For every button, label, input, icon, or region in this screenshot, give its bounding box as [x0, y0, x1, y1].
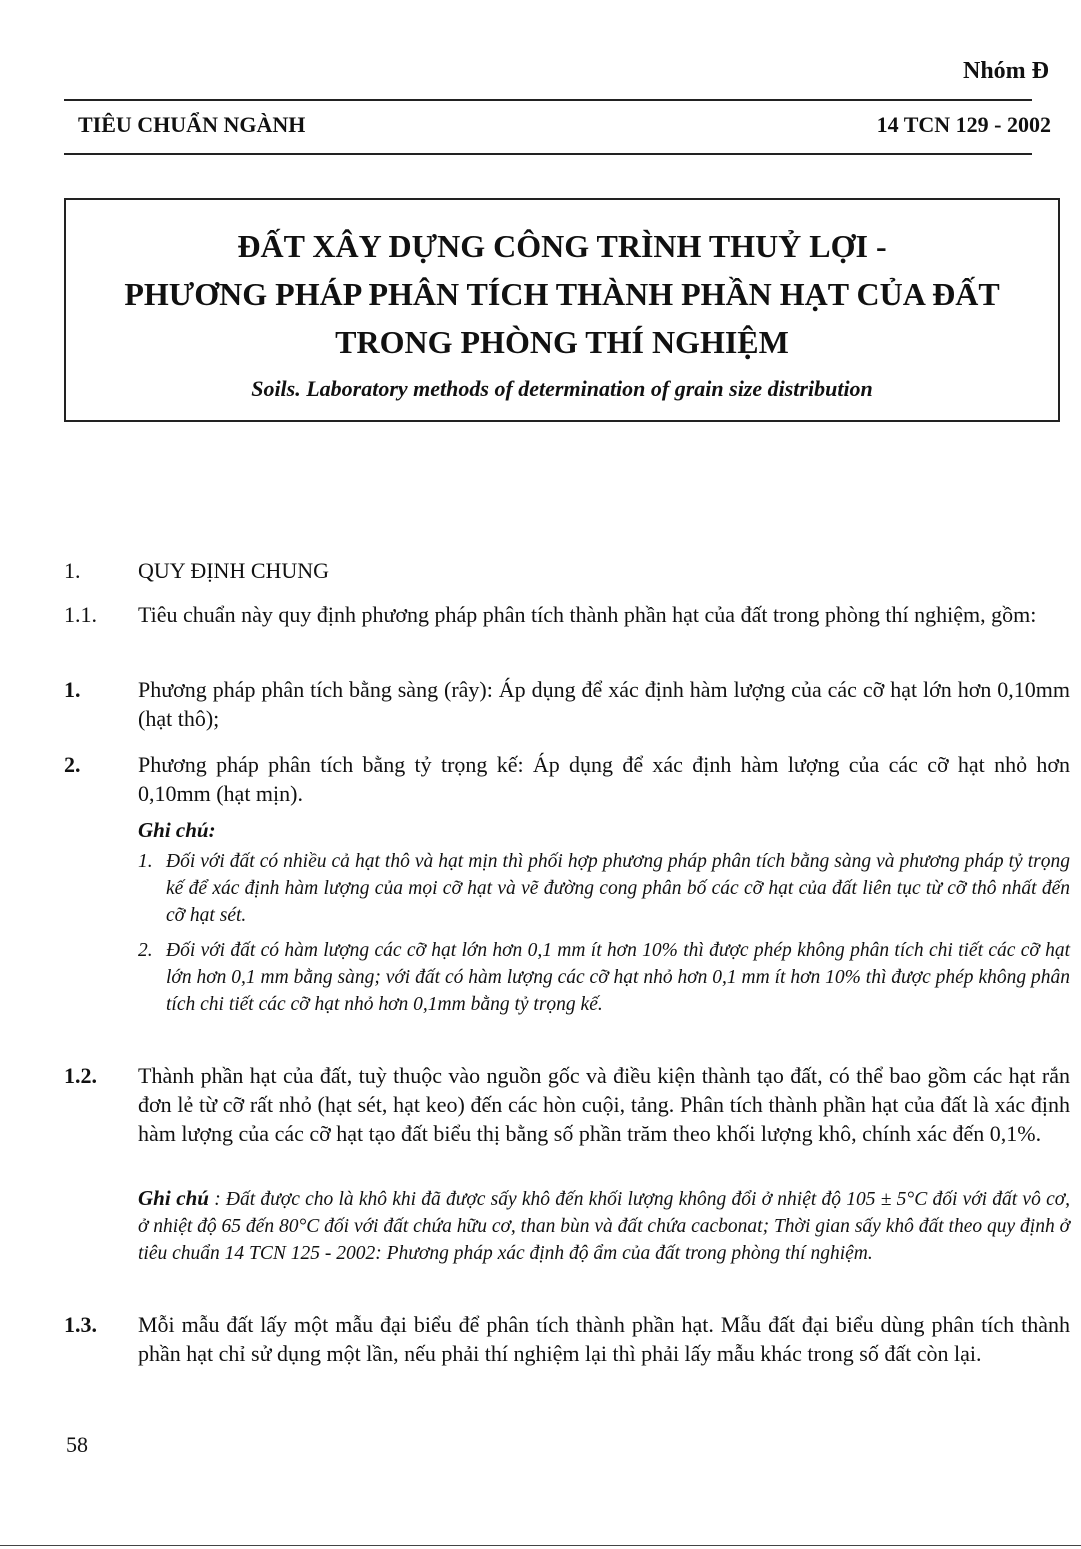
page-number: 58 [66, 1432, 88, 1457]
note-dry-soil [138, 1185, 1070, 1267]
note-number: 2. [138, 940, 153, 961]
clause-1-1 [64, 600, 1070, 629]
clause-number: 1.1. [64, 602, 97, 627]
clause-text: Thành phần hạt của đất, tuỳ thuộc vào nguồn gốc và điều kiện thành tạo đất, có thể bao gồm các hạt rắn đơn lẻ từ cỡ rất nhỏ (hạt sét, hạt keo) đến các hòn cuội, tảng. Phân tích thành phần hạt của đất là xác định hàm lượng của các cỡ hạt tạo đất biểu thị bằng số phần trăm theo khối lượng khô, chính xác đến 0,1%. [138, 1063, 1070, 1146]
section-title: QUY ĐỊNH CHUNG [138, 558, 330, 583]
title-box [64, 198, 1060, 422]
page-bottom-edge [0, 1545, 1081, 1546]
note-heading: Ghi chú: [138, 818, 216, 842]
item-number: 2. [64, 752, 81, 777]
standard-code: 14 TCN 129 - 2002 [876, 112, 1051, 137]
group-label: Nhóm Đ [962, 58, 1049, 84]
note-text: : Đất được cho là khô khi đã được sấy khô đến khối lượng không đổi ở nhiệt độ 105 ± 5°C đối với đất vô cơ, ở nhiệt độ 65 đến 80°C đối với đất chứa hữu cơ, than bùn và đất chứa cacbonat; Thời gian sấy khô đất theo quy định ở tiêu chuẩn 14 TCN 125 - 2002: Phương pháp xác định độ ẩm của đất trong phòng thí nghiệm. [138, 1189, 1071, 1264]
note-number: 1. [138, 851, 153, 872]
note-item-2 [138, 937, 1070, 1018]
header-bottom-rule [64, 153, 1032, 155]
clause-number: 1.3. [64, 1312, 97, 1337]
note-heading: Ghi chú [138, 1186, 209, 1210]
clause-1-2 [64, 1061, 1070, 1148]
method-1 [64, 675, 1070, 733]
clause-text: Mỗi mẫu đất lấy một mẫu đại biểu để phân tích thành phần hạt. Mẫu đất đại biểu dùng phân tích thành phần hạt chỉ sử dụng một lần, nếu phải thí nghiệm lại thì phải lấy mẫu khác trong số đất còn lại. [138, 1312, 1070, 1366]
english-subtitle: Soils. Laboratory methods of determination of grain size distribution [251, 376, 873, 401]
header-top-rule [64, 99, 1032, 101]
note-item-1 [138, 848, 1070, 929]
title-line-3: TRONG PHÒNG THÍ NGHIỆM [335, 324, 789, 360]
method-2 [64, 750, 1070, 808]
item-number: 1. [64, 677, 81, 702]
title-line-2: PHƯƠNG PHÁP PHÂN TÍCH THÀNH PHẦN HẠT CỦA ĐẤT [124, 276, 1000, 312]
item-text: Phương pháp phân tích bằng sàng (rây): Áp dụng để xác định hàm lượng của các cỡ hạt lớn hơn 0,10mm (hạt thô); [138, 677, 1070, 731]
note-text: Đối với đất có hàm lượng các cỡ hạt lớn hơn 0,1 mm ít hơn 10% thì được phép không phân tích chi tiết các cỡ hạt lớn hơn 0,1 mm bằng sàng; với đất có hàm lượng các cỡ hạt nhỏ hơn 0,1 mm ít hơn 10% thì được phép không phân tích chi tiết các cỡ hạt nhỏ hơn 0,1mm bằng tỷ trọng kế. [166, 940, 1070, 1015]
section-number: 1. [64, 558, 81, 583]
clause-text: Tiêu chuẩn này quy định phương pháp phân tích thành phần hạt của đất trong phòng thí nghiệm, gồm: [138, 602, 1037, 627]
title-line-1: ĐẤT XÂY DỰNG CÔNG TRÌNH THUỶ LỢI - [237, 228, 887, 264]
section-1-heading [64, 556, 1070, 585]
clause-1-3 [64, 1310, 1070, 1368]
standard-type: TIÊU CHUẨN NGÀNH [78, 112, 306, 137]
item-text: Phương pháp phân tích bằng tỷ trọng kế: Áp dụng để xác định hàm lượng của các cỡ hạt nhỏ hơn 0,10mm (hạt mịn). [138, 752, 1070, 806]
clause-number: 1.2. [64, 1063, 97, 1088]
note-text: Đối với đất có nhiều cả hạt thô và hạt mịn thì phối hợp phương pháp phân tích bằng sàng và phương pháp tỷ trọng kế để xác định hàm lượng của mọi cỡ hạt và vẽ đường cong phân bố các cỡ hạt của đất liên tục từ cỡ thô nhất đến cỡ hạt sét. [166, 851, 1070, 926]
